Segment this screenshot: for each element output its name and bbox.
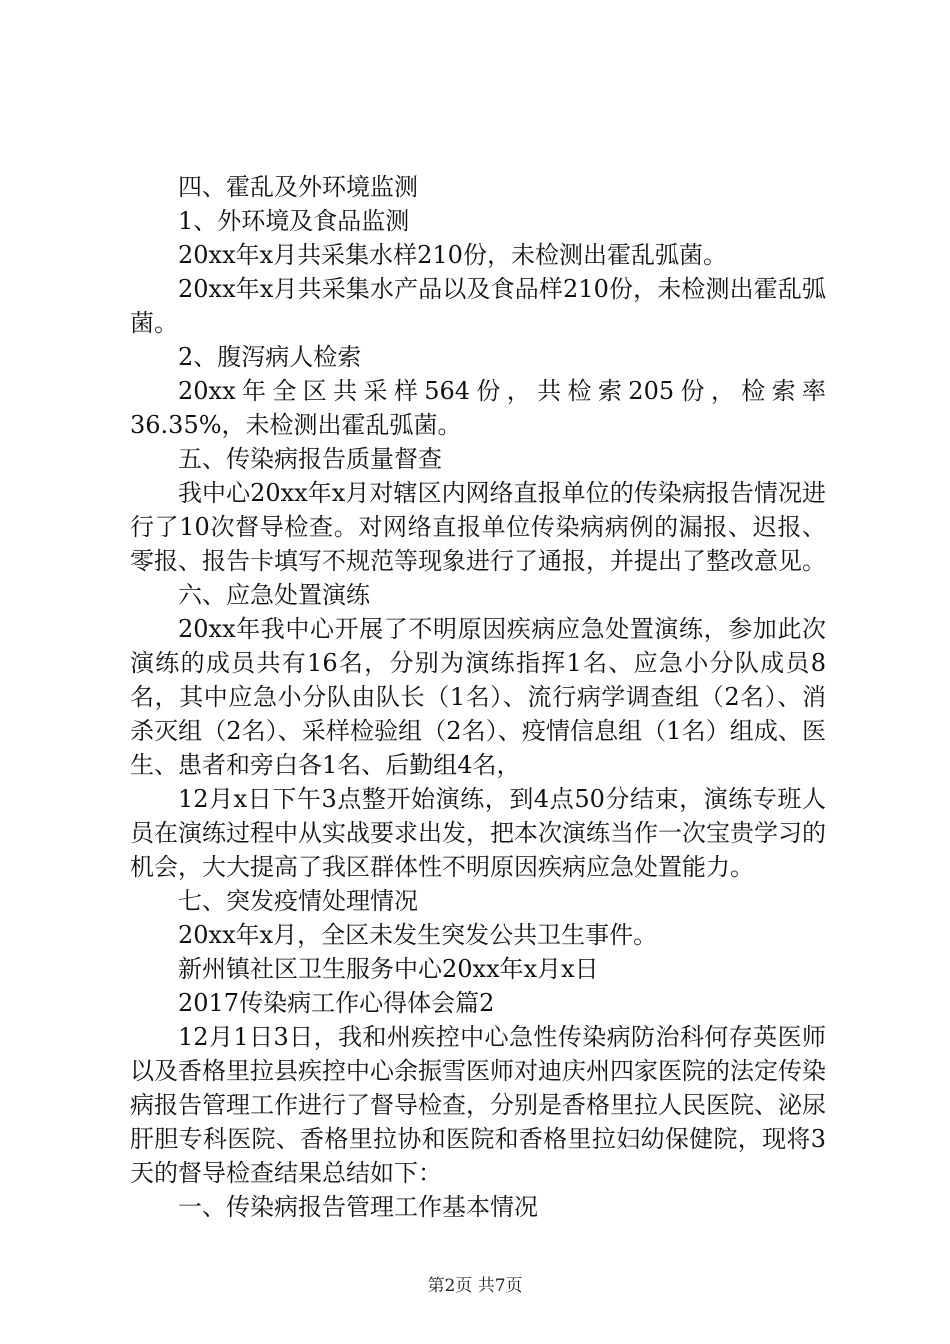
paragraph: 20xx年全区共采样564份，共检索205份，检索率36.35%，未检测出霍乱弧菌。	[130, 377, 826, 439]
article-title: 2017传染病工作心得体会篇2	[178, 989, 495, 1017]
subheading-environment-food: 1、外环境及食品监测	[178, 207, 410, 235]
paragraph: 20xx年x月，全区未发生突发公共卫生事件。	[178, 921, 658, 949]
section-heading-basic: 一、传染病报告管理工作基本情况	[178, 1193, 538, 1221]
paragraph: 12月x日下午3点整开始演练，到4点50分结束，演练专班人员在演练过程中从实战要求出发，把本次演练当作一次宝贵学习的机会，大大提高了我区群体性不明原因疾病应急处置能力。	[130, 785, 826, 881]
section-heading-cholera: 四、霍乱及外环境监测	[178, 173, 418, 201]
paragraph: 20xx年我中心开展了不明原因疾病应急处置演练，参加此次演练的成员共有16名，分别为演练指挥1名、应急小分队成员8名，其中应急小分队由队长（1名）、流行病学调查组（2名）、消杀灭组（2名）、采样检验组（2名）、疫情信息组（1名）组成、医生、患者和旁白各1名、后勤组4名，	[130, 615, 826, 779]
paragraph: 12月1日3日，我和州疾控中心急性传染病防治科何存英医师以及香格里拉县疾控中心余振雪医师对迪庆州四家医院的法定传染病报告管理工作进行了督导检查，分别是香格里拉人民医院、泌尿肝胆专科医院、香格里拉协和医院和香格里拉妇幼保健院，现将3天的督导检查结果总结如下：	[130, 1023, 826, 1187]
section-heading-report-quality: 五、传染病报告质量督查	[178, 445, 442, 473]
paragraph: 20xx年x月共采集水产品以及食品样210份，未检测出霍乱弧菌。	[130, 275, 826, 337]
section-heading-drill: 六、应急处置演练	[178, 581, 370, 609]
section-heading-outbreak: 七、突发疫情处理情况	[178, 887, 418, 915]
document-body	[130, 170, 826, 1224]
signature-line: 新州镇社区卫生服务中心20xx年x月x日	[178, 955, 599, 983]
page-footer: 第2页 共7页	[427, 1276, 523, 1296]
paragraph: 我中心20xx年x月对辖区内网络直报单位的传染病报告情况进行了10次督导检查。对网络直报单位传染病病例的漏报、迟报、零报、报告卡填写不规范等现象进行了通报，并提出了整改意见。	[130, 479, 826, 575]
subheading-diarrhea: 2、腹泻病人检索	[178, 343, 362, 371]
paragraph: 20xx年x月共采集水样210份，未检测出霍乱弧菌。	[178, 241, 727, 269]
